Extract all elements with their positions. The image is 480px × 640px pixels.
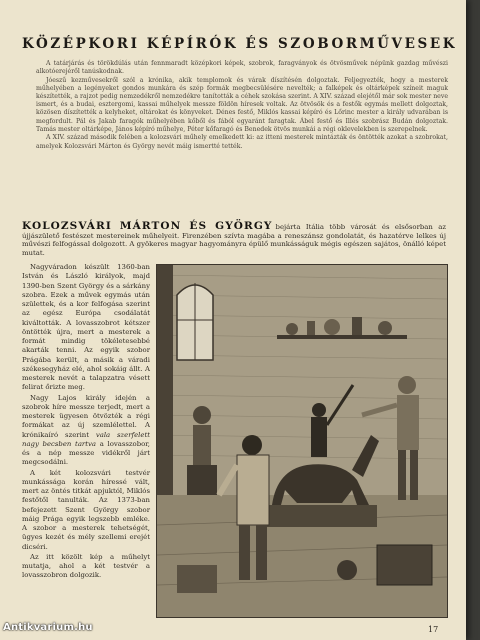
page-title: KÖZÉPKORI KÉPÍRÓK ÉS SZOBORMŰVESEK	[22, 36, 458, 52]
workshop-engraving	[157, 265, 447, 617]
intro-text	[36, 60, 448, 151]
section-intro	[22, 222, 446, 257]
italic-quote: vala szerfelett nagy becsben tartva	[22, 430, 150, 448]
page-number: 17	[428, 625, 439, 634]
intro-paragraph: A tatárjárás és törökdúlás után fennmaradt középkori képek, szobrok, faragványok és ötvösművek népünk gazdag művészi alkotóerejéről tanúskodnak.	[36, 60, 448, 76]
body-text: a lovasszobor, és a nép messze vidékről járt megcsodálni.	[22, 439, 150, 467]
body-paragraph: Nagyváradon készült 1360-ban István és László királyok, majd 1390-ben Szent György és a sárkány szobra. Ezek a művek egymás után születtek, és a kor felfogása szerint az egész Európa csodálatát kiváltották. A lovasszobrot kétszer öntötték újra, mert a mesterek a formát mindig tökéletesebbé akarták tenni. Az egyik szobor Prágába került, a másik a váradi székesegyház elé, ahol sokáig állt. A mesterek nevét a talapzatra vésett felirat őrizte meg.	[22, 263, 150, 392]
intro-paragraph: A XIV. század második felében a kolozsvári műhely emelkedett ki: az itteni mesterek mintázták és öntötték azokat a szobrokat, amelyek Kolozsvári Márton és György nevét máig ismertté tették.	[36, 134, 448, 150]
intro-paragraph: Jóeszű kezművesekről szól a krónika, akik templomok és várak díszítésén dolgoztak. Feljegyezték, hogy a mesterek műhelyében a legényeket gondos munkára és szép formák megbecsülésére nevelték; a falképek és oltárképek színeit maguk készítették, a rajzot pedig nemzedékről nemzedékre tanították a céhek szokása szerint. A XIV. század elejétől már sok mester neve ismert, és a budai, esztergomi, kassai műhelyek messze földön híresek voltak. Az ötvösök és a festők egymás mellett dolgoztak, közösen díszítették a kelyheket, oltárokat és könyveket. Dénes festő, Miklós kassai képíró és Lőrinc mester a király udvarában is megfordult. Pál és Jakab faragók műhelyében kőből és fából egyaránt faragtak. Ábel festő és Illés szobrász Budán dolgoztak. Tamás mester oltárképe, János képíró műhelye, Péter kőfaragó és Benedek ötvös munkái a régi oklevelekben is szerepelnek.	[36, 76, 448, 133]
body-paragraph: A két kolozsvári testvér munkássága korán híressé vált, mert az öntés titkát apjuktól, Miklós festőtől tanulták. Az 1373-ban befejezett Szent György szobor máig Prága egyik legszebb emléke. A szobor a mesterek tehetségét, ügyes kezét és mély szellemi erejét dicséri.	[22, 468, 150, 551]
section-heading: KOLOZSVÁRI MÁRTON ÉS GYÖRGY	[22, 220, 273, 232]
body-column	[22, 263, 150, 582]
body-paragraph	[22, 394, 150, 468]
body-text: Nagy Lajos király idején a szobrok híre messze terjedt, mert a mesterek ügyesen ötvözték a régi formákat az új szemlélettel. A krónikaíró szerint	[22, 393, 150, 439]
watermark: Antikvarium.hu	[3, 622, 93, 633]
section-lead-text: bejárta Itália több városát és elsősorban az újjászülető festészet mestereinek műhelyeit. Firenzében szívta magába a reneszánsz gondolatát, és hazatérve lelkes új művészi felfogással dolgozott. A gyökeres magyar hagyományra épülő munkásságuk mégis egészen sajátos, önálló képet mutat.	[22, 223, 446, 257]
workshop-illustration	[156, 264, 448, 618]
body-paragraph: Az itt közölt kép a műhelyt mutatja, ahol a két testvér a lovasszobron dolgozik.	[22, 552, 150, 580]
